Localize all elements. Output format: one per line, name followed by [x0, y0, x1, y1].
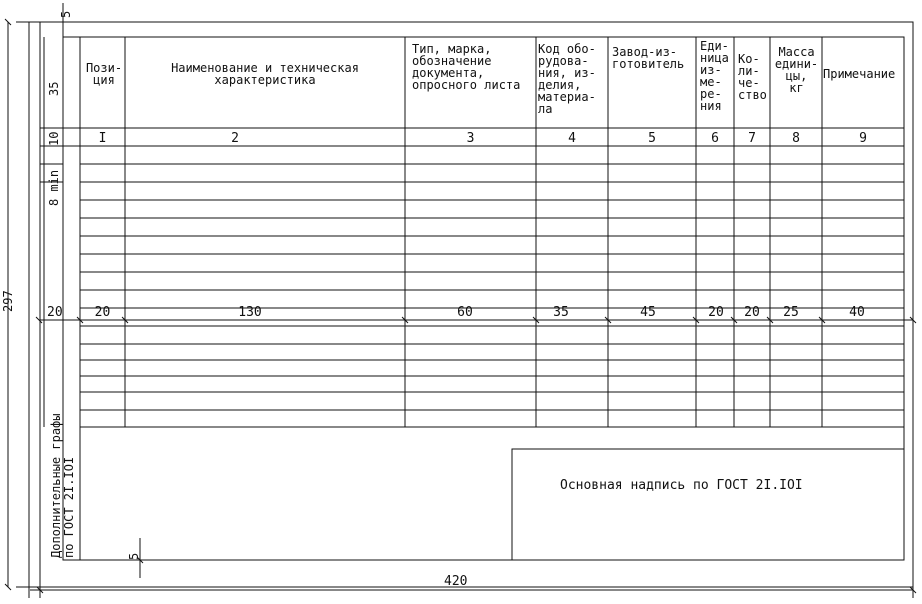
dim-col-2: 130 [238, 305, 262, 320]
dim-row-min: 8 min [47, 169, 61, 206]
dim-col-9: 40 [849, 305, 865, 320]
col-number-1: I [98, 131, 107, 146]
dim-col-8: 25 [783, 305, 799, 320]
dim-bottom-offset: 5 [127, 552, 141, 560]
col-header-unit: Еди- ница из- ме- ре- ния [700, 39, 729, 113]
col-number-7: 7 [748, 131, 756, 146]
col-number-3: 3 [466, 131, 475, 146]
dim-col-6: 20 [708, 305, 724, 320]
dim-col-5: 45 [640, 305, 656, 320]
col-number-8: 8 [792, 131, 800, 146]
col-number-6: 6 [711, 131, 719, 146]
col-number-4: 4 [568, 131, 576, 146]
col-header-manufacturer: Завод-из- готовитель [612, 45, 685, 71]
title-block-frame [512, 449, 904, 560]
col-header-quantity: Ко- ли- че- ство [738, 52, 767, 102]
dim-col-3: 60 [457, 305, 473, 320]
dim-number-row: 10 [47, 131, 61, 146]
outer-frame [40, 22, 913, 587]
dim-sheet-width: 420 [444, 574, 468, 589]
extra-columns-label: Дополнительные графы по ГОСТ 2I.IOI [49, 413, 76, 558]
dim-sheet-height: 297 [1, 290, 15, 312]
dim-col-1: 20 [94, 305, 111, 320]
col-header-position: Пози- ция [85, 61, 123, 87]
col-header-mass: Масса едини- цы, кг [774, 45, 819, 95]
title-block-label: Основная надпись по ГОСТ 2I.IOI [560, 478, 803, 493]
col-header-note: Примечание [823, 67, 896, 81]
dim-col-7: 20 [744, 305, 760, 320]
col-header-type: Тип, марка, обозначение документа, опросного листа [412, 42, 521, 92]
dim-top-margin: 5 [59, 10, 73, 18]
dim-header-height: 35 [47, 81, 61, 96]
col-header-name: Наименование и техническая характеристика [171, 61, 359, 87]
dim-col-4: 35 [553, 305, 569, 320]
col-header-code: Код обо- рудова- ния, из- делия, материа- ла [538, 42, 596, 116]
col-number-5: 5 [648, 131, 656, 146]
col-number-9: 9 [859, 131, 867, 146]
col-number-2: 2 [231, 131, 239, 146]
dim-left-field: 20 [47, 305, 63, 320]
